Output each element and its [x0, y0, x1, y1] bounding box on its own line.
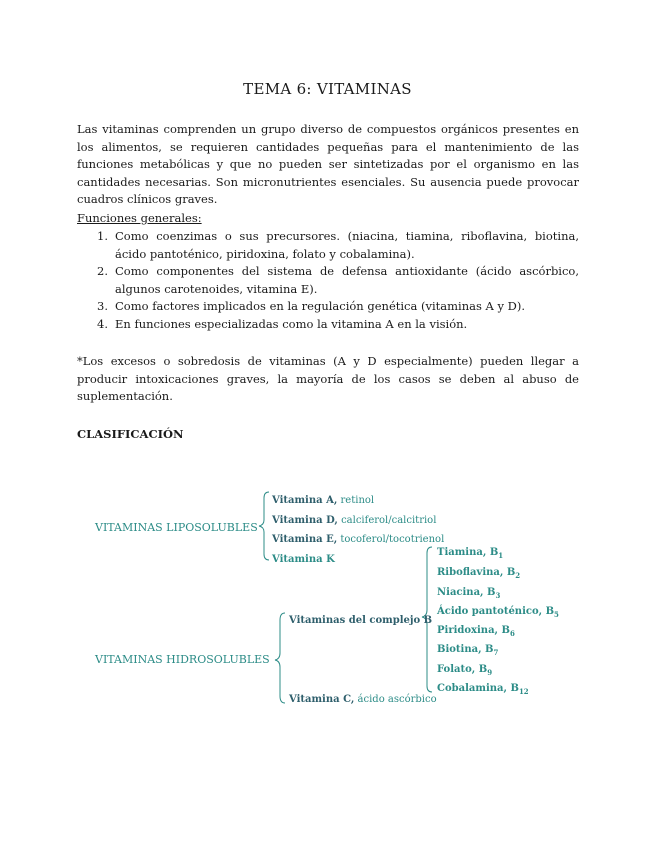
- vitamin-c-item: Vitamina C, ácido ascórbico: [289, 694, 437, 705]
- b6-item: Piridoxina, $B_6$: [437, 625, 515, 638]
- vitamin-d-item: Vitamina D, calciferol/calcitriol: [272, 515, 437, 526]
- b5-item: Ácido pantoténico, $B_5$: [437, 606, 559, 619]
- list-item: 3. Como factores implicados en la regulación genética (vitaminas A y D).: [97, 299, 526, 313]
- functions-heading: Funciones generales:: [77, 211, 202, 225]
- b12-item: Cobalamina, $B_{12}$: [437, 683, 529, 696]
- list-item: 1. Como coenzimas o sus precursores. (niacina, tiamina, riboflavina, biotina, ácido pantoténico, piridoxina, folato y cobalamina).: [97, 229, 579, 261]
- vitamin-e-item: Vitamina E, tocoferol/tocotrienol: [272, 534, 445, 545]
- intro-paragraph: Las vitaminas comprenden un grupo diverso de compuestos orgánicos presentes en los alimentos, se requieren cantidades pequeñas para el mantenimiento de las funciones metabólicas y que no pueden ser sintetizadas por el organismo en las cantidades necesarias. Son micronutrientes esenciales. Su ausencia puede provocar cuadros clínicos graves.: [77, 122, 579, 206]
- b9-item: Folato, $B_9$: [437, 664, 493, 677]
- note-paragraph: *Los excesos o sobredosis de vitaminas (A y D especialmente) pueden llegar a producir intoxicaciones graves, la mayoría de los casos se deben al abuso de suplementación.: [77, 354, 579, 403]
- list-item: 2. Como componentes del sistema de defensa antioxidante (ácido ascórbico, algunos carotenoides, vitamina E).: [97, 264, 579, 296]
- hidrosolubles-label: VITAMINAS HIDROSOLUBLES: [95, 653, 270, 666]
- page-title: TEMA 6: VITAMINAS: [243, 80, 412, 98]
- b3-item: Niacina, $B_3$: [437, 587, 501, 600]
- hidrosolubles-brace: [275, 613, 285, 703]
- vitamin-k-item: Vitamina K: [272, 554, 335, 565]
- complejo-b-group: Vitaminas del complejo B: [289, 615, 433, 626]
- vitamin-a-item: Vitamina A, retinol: [272, 495, 375, 506]
- classification-heading: CLASIFICACIÓN: [77, 427, 184, 441]
- classification-diagram: [0, 470, 655, 720]
- functions-list: [77, 228, 579, 333]
- liposolubles-label: VITAMINAS LIPOSOLUBLES: [95, 521, 258, 534]
- b1-item: Tiamina, $B_1$: [437, 547, 504, 560]
- b2-item: Riboflavina, $B_2$: [437, 567, 521, 580]
- liposolubles-brace: [259, 492, 269, 560]
- list-item: 4. En funciones especializadas como la vitamina A en la visión.: [97, 316, 468, 331]
- b7-item: Biotina, $B_7$: [437, 644, 499, 657]
